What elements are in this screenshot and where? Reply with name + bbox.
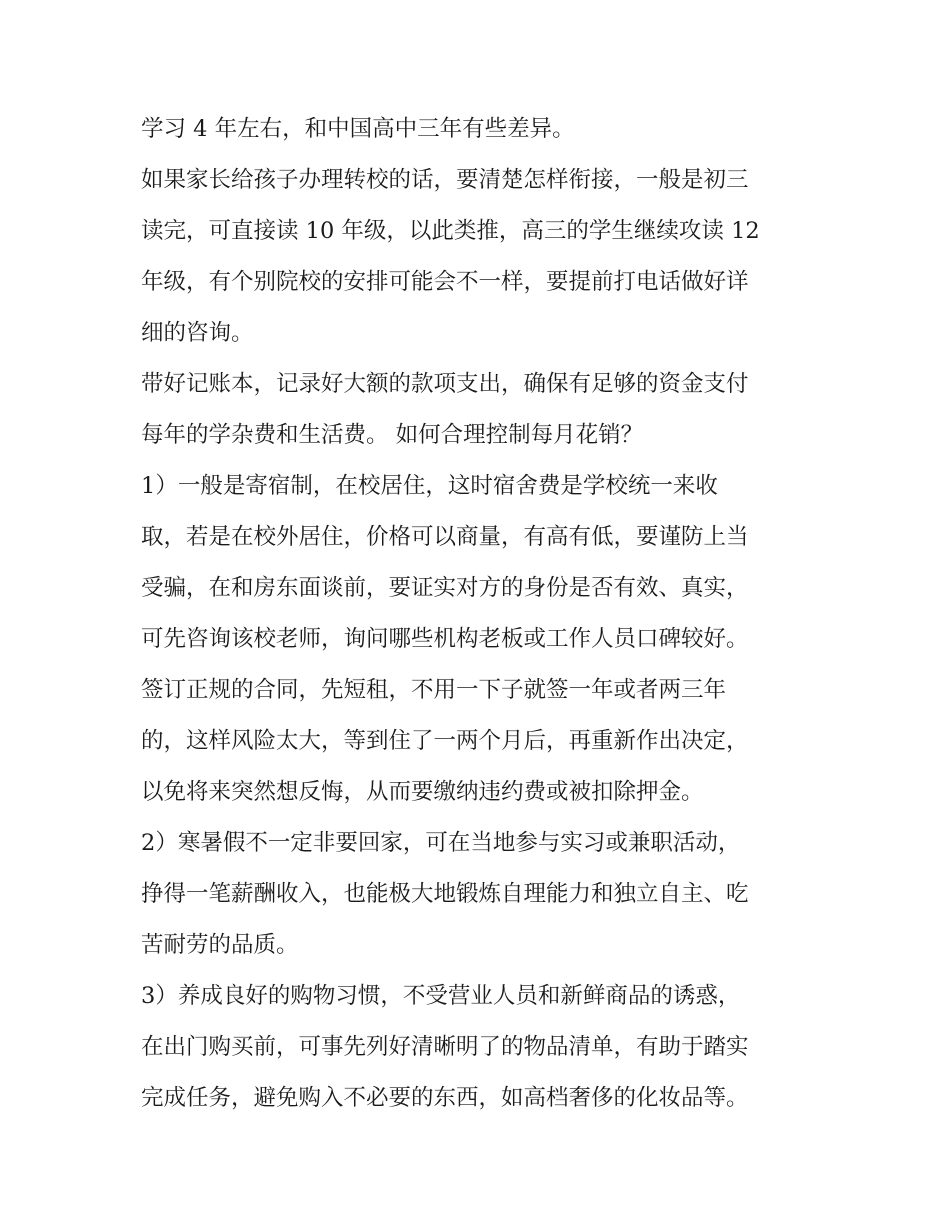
text-line: 带好记账本，记录好大额的款项支出，确保有足够的资金支付 xyxy=(141,371,749,397)
text-line: 读完，可直接读 10 年级，以此类推，高三的学生继续攻读 12 xyxy=(141,218,760,244)
text-line: 细的咨询。 xyxy=(141,320,254,346)
text-line: 受骗，在和房东面谈前，要证实对方的身份是否有效、真实， xyxy=(141,575,749,601)
text-line: 苦耐劳的品质。 xyxy=(141,932,299,958)
text-line: 完成任务，避免购入不必要的东西，如高档奢侈的化妆品等。 xyxy=(141,1085,749,1111)
text-line: 年级，有个别院校的安排可能会不一样，要提前打电话做好详 xyxy=(141,269,749,295)
text-line: 可先咨询该校老师，询问哪些机构老板或工作人员口碑较好。 xyxy=(141,626,749,652)
text-line: 2）寒暑假不一定非要回家，可在当地参与实习或兼职活动， xyxy=(141,830,741,856)
document-body xyxy=(141,104,821,1124)
text-line: 以免将来突然想反悔，从而要缴纳违约费或被扣除押金。 xyxy=(141,779,704,805)
text-line: 3）养成良好的购物习惯，不受营业人员和新鲜商品的诱惑， xyxy=(141,983,741,1009)
text-line: 如果家长给孩子办理转校的话，要清楚怎样衔接，一般是初三 xyxy=(141,167,749,193)
text-line: 取，若是在校外居住，价格可以商量，有高有低，要谨防上当 xyxy=(141,524,749,550)
text-line: 每年的学杂费和生活费。 如何合理控制每月花销？ xyxy=(141,422,644,448)
text-line: 1）一般是寄宿制，在校居住，这时宿舍费是学校统一来收 xyxy=(141,473,718,499)
text-line: 签订正规的合同，先短租，不用一下子就签一年或者两三年 xyxy=(141,677,727,703)
text-line: 的，这样风险太大，等到住了一两个月后，再重新作出决定， xyxy=(141,728,749,754)
text-line: 在出门购买前，可事先列好清晰明了的物品清单，有助于踏实 xyxy=(141,1034,749,1060)
text-line: 挣得一笔薪酬收入，也能极大地锻炼自理能力和独立自主、吃 xyxy=(141,881,749,907)
text-line: 学习 4 年左右，和中国高中三年有些差异。 xyxy=(141,116,575,142)
